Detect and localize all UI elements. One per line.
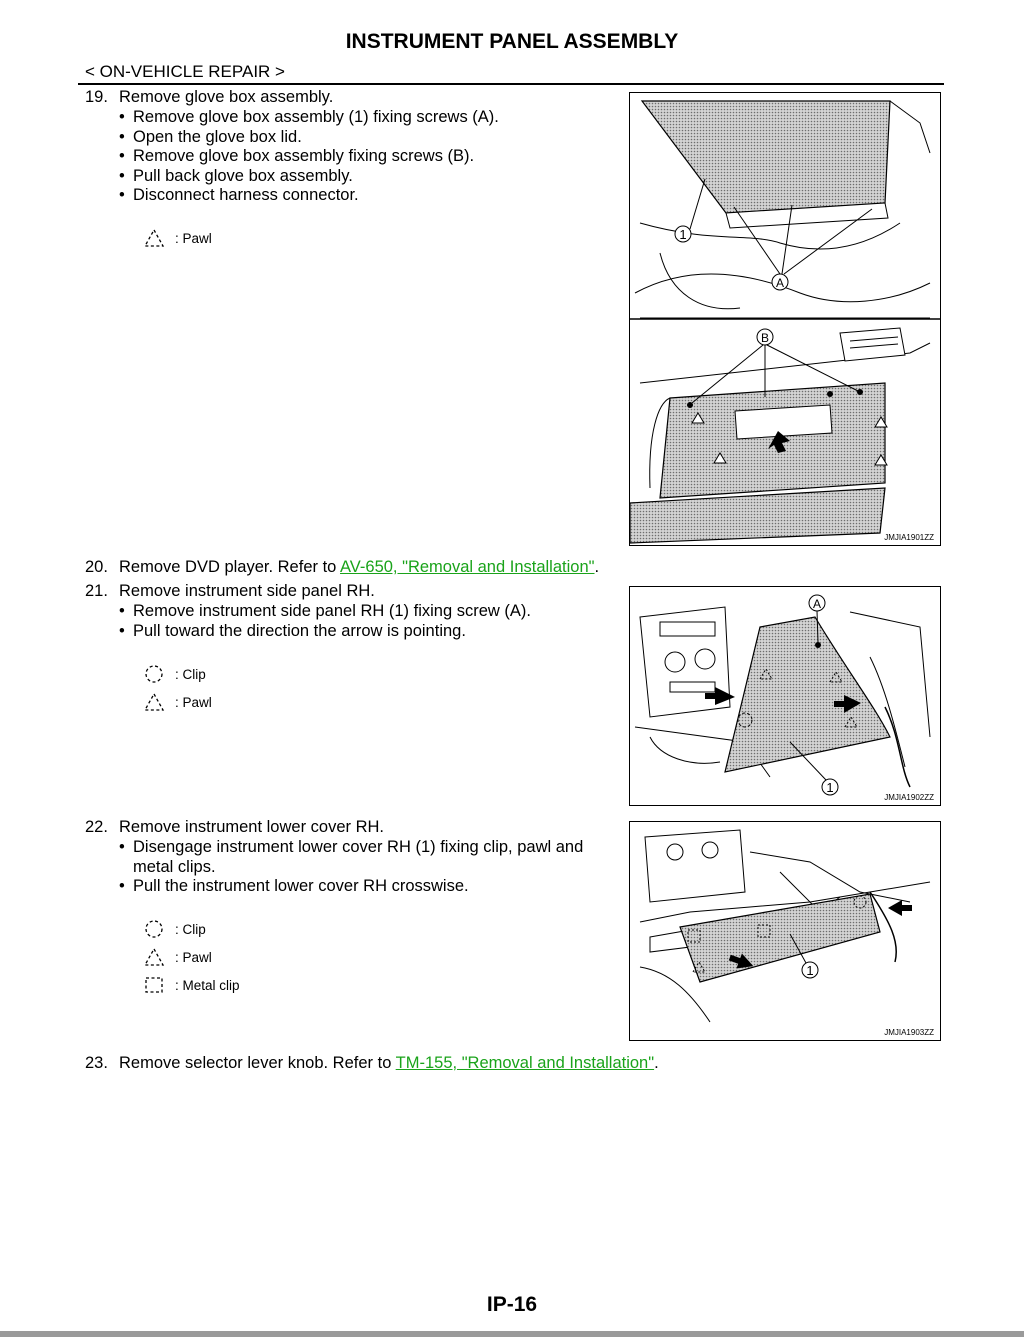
step-number: 23. xyxy=(85,1054,108,1072)
page-title: INSTRUMENT PANEL ASSEMBLY xyxy=(345,30,679,53)
step-19-legend xyxy=(143,224,212,252)
callout-b: B xyxy=(760,331,770,345)
legend-clip: : Clip xyxy=(143,915,240,943)
bullet-item: • Disconnect harness connector. xyxy=(119,186,359,204)
step-21-legend xyxy=(143,660,212,716)
side-panel-illustration xyxy=(630,587,940,805)
figure-lower-cover xyxy=(629,821,941,1041)
legend-pawl: : Pawl xyxy=(143,688,212,716)
legend-clip: : Clip xyxy=(143,660,212,688)
callout-1: 1 xyxy=(679,227,687,242)
figure-code: JMJIA1901ZZ xyxy=(884,533,934,542)
lower-cover-illustration xyxy=(630,822,940,1040)
pawl-icon xyxy=(143,228,165,248)
step-19 xyxy=(85,88,333,108)
ref-link-av-650[interactable]: AV-650, "Removal and Installation" xyxy=(340,558,595,576)
figure-code: JMJIA1903ZZ xyxy=(884,1028,934,1037)
ref-link-tm-155[interactable]: TM-155, "Removal and Installation" xyxy=(395,1054,655,1072)
callout-1: 1 xyxy=(826,780,834,795)
bullet-item: • Pull the instrument lower cover RH crosswise. xyxy=(119,877,469,895)
step-22-bullets xyxy=(117,838,583,897)
step-22 xyxy=(85,818,384,838)
bottom-bar xyxy=(0,1331,1024,1337)
step-text: Remove instrument side panel RH. xyxy=(119,582,375,600)
pawl-icon xyxy=(143,692,165,712)
section-label: < ON-VEHICLE REPAIR > xyxy=(85,62,285,81)
step-21 xyxy=(85,582,375,602)
step-number: 21. xyxy=(85,582,108,600)
step-23: 23. Remove selector lever knob. Refer to TM-155, "Removal and Installation". xyxy=(85,1054,659,1072)
header-rule xyxy=(78,83,944,85)
clip-icon xyxy=(143,919,165,939)
step-number: 19. xyxy=(85,88,108,106)
bullet-item: • Pull toward the direction the arrow is pointing. xyxy=(119,621,466,640)
figure-glove-box xyxy=(629,92,941,546)
step-text: Remove instrument lower cover RH. xyxy=(119,818,384,836)
step-20: 20. Remove DVD player. Refer to AV-650, "Removal and Installation". xyxy=(85,558,600,576)
glove-box-illustration xyxy=(630,93,940,545)
bullet-item: • Remove instrument side panel RH (1) fixing screw (A). xyxy=(119,602,531,620)
step-number: 20. xyxy=(85,558,108,576)
bullet-item: • Open the glove box lid. xyxy=(119,127,302,146)
page-number: IP-16 xyxy=(486,1293,538,1316)
bullet-item: • Remove glove box assembly fixing screws (B). xyxy=(119,147,475,165)
step-19-bullets xyxy=(117,108,499,206)
step-21-bullets xyxy=(117,602,531,641)
figure-code: JMJIA1902ZZ xyxy=(884,793,934,802)
clip-icon xyxy=(143,664,165,684)
metal-clip-icon xyxy=(143,975,165,995)
step-22-legend xyxy=(143,915,240,999)
bullet-item: • Pull back glove box assembly. xyxy=(119,166,353,185)
bullet-item-continuation: metal clips. xyxy=(133,857,216,876)
callout-1: 1 xyxy=(806,963,814,978)
legend-metal-clip: : Metal clip xyxy=(143,971,240,999)
legend-pawl: : Pawl xyxy=(143,943,240,971)
legend-pawl: : Pawl xyxy=(143,224,212,252)
bullet-item: • Remove glove box assembly (1) fixing screws (A). xyxy=(119,108,499,126)
pawl-icon xyxy=(143,947,165,967)
figure-side-panel xyxy=(629,586,941,806)
step-text: Remove glove box assembly. xyxy=(119,88,334,106)
bullet-item: • Disengage instrument lower cover RH (1) fixing clip, pawl and xyxy=(119,838,584,856)
callout-a: A xyxy=(775,276,785,290)
step-number: 22. xyxy=(85,818,108,836)
callout-a: A xyxy=(812,597,822,611)
